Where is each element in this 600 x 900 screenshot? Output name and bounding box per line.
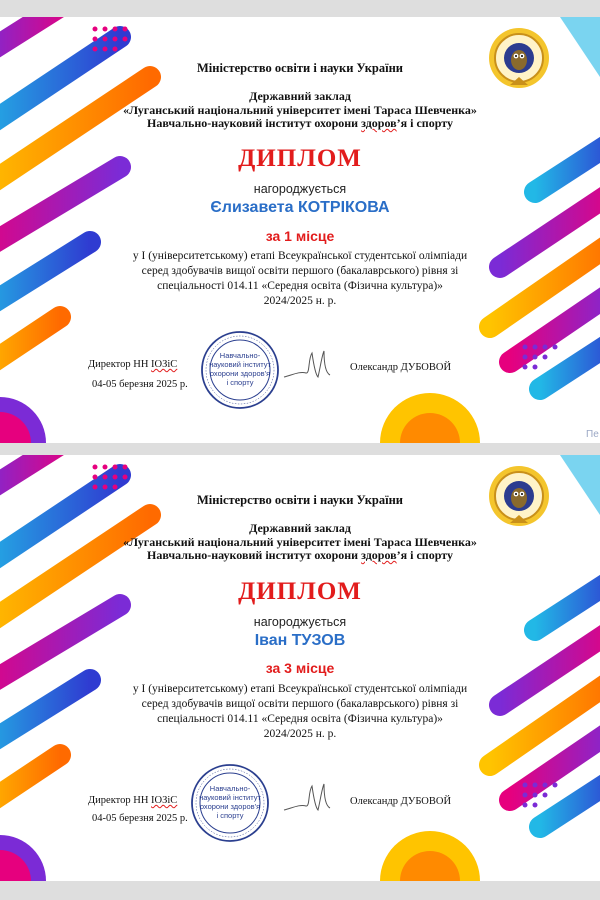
awarded-text: нагороджується — [253, 615, 347, 629]
ministry-heading: Міністерство освіти і науки України — [197, 493, 403, 507]
institution-line-3-start: Навчально-науковий інститут охорони — [147, 116, 362, 130]
institution-line-2: «Луганський національний університет імені Тараса Шевченка» — [123, 103, 477, 117]
description-line-2: серед здобувачів вищої освіти першого (бакалаврського) рівня зі — [141, 265, 459, 277]
signature — [282, 347, 332, 387]
diploma-title: ДИПЛОМ — [238, 145, 362, 172]
place-text: за 3 місце — [265, 660, 335, 676]
stamp-line-2: науковий інститут — [209, 360, 271, 369]
director-prefix: Директор НН — [88, 359, 152, 370]
institution-line-3-underlined: здоров — [361, 548, 397, 562]
institution-line-3 — [0, 116, 600, 131]
official-stamp — [200, 330, 280, 410]
description-line-4: 2024/2025 н. р. — [263, 295, 337, 307]
stamp-line-1: Навчально- — [209, 784, 251, 793]
stamp-line-4: і спорту — [226, 378, 254, 387]
awarded-text: нагороджується — [253, 182, 347, 196]
issue-date: 04-05 березня 2025 р. — [92, 813, 188, 824]
stamp-line-4: і спорту — [216, 811, 244, 820]
description-line-1: у І (університетському) етапі Всеукраїнської студентської олімпіади — [132, 683, 468, 695]
director-prefix: Директор НН — [88, 795, 152, 806]
official-stamp — [190, 763, 270, 843]
recipient-name: Єлизавета КОТРІКОВА — [210, 199, 390, 216]
institution-line-3-start: Навчально-науковий інститут охорони — [147, 548, 362, 562]
university-emblem — [488, 27, 550, 93]
director-title — [88, 359, 177, 370]
diploma-card — [0, 17, 600, 443]
institution-line-3-underlined: здоров — [361, 116, 397, 130]
place-text: за 1 місце — [265, 228, 335, 244]
stamp-line-3: охорони здоров'я — [199, 802, 261, 811]
stamp-line-3: охорони здоров'я — [209, 369, 271, 378]
description-line-2: серед здобувачів вищої освіти першого (бакалаврського) рівня зі — [141, 698, 459, 710]
stamp-line-2: науковий інститут — [199, 793, 261, 802]
signatory-name: Олександр ДУБОВОЙ — [350, 796, 452, 807]
director-title — [88, 795, 177, 806]
director-abbr: ІОЗіС — [151, 359, 178, 370]
signatory-name: Олександр ДУБОВОЙ — [350, 362, 452, 373]
diploma-title: ДИПЛОМ — [238, 578, 362, 605]
institution-line-3-end: ’я і спорту — [396, 548, 453, 562]
signature — [282, 780, 332, 820]
recipient-name: Іван ТУЗОВ — [254, 632, 346, 649]
institution-line-2: «Луганський національний університет імені Тараса Шевченка» — [123, 535, 477, 549]
ministry-heading: Міністерство освіти і науки України — [197, 61, 403, 75]
corner-text: Пе — [586, 429, 599, 440]
stamp-line-1: Навчально- — [219, 351, 261, 360]
description-line-3: спеціальності 014.11 «Середня освіта (Фізична культура)» — [157, 713, 443, 725]
director-abbr: ІОЗіС — [151, 795, 178, 806]
description-line-3: спеціальності 014.11 «Середня освіта (Фізична культура)» — [157, 280, 443, 292]
description-line-1: у І (університетському) етапі Всеукраїнської студентської олімпіади — [132, 250, 468, 262]
institution-line-3-end: ’я і спорту — [396, 116, 453, 130]
issue-date: 04-05 березня 2025 р. — [92, 379, 188, 390]
description-line-4: 2024/2025 н. р. — [263, 728, 337, 740]
institution-line-1: Державний заклад — [249, 89, 351, 103]
institution-line-3 — [0, 548, 600, 563]
diploma-card — [0, 455, 600, 881]
institution-line-1: Державний заклад — [249, 521, 351, 535]
